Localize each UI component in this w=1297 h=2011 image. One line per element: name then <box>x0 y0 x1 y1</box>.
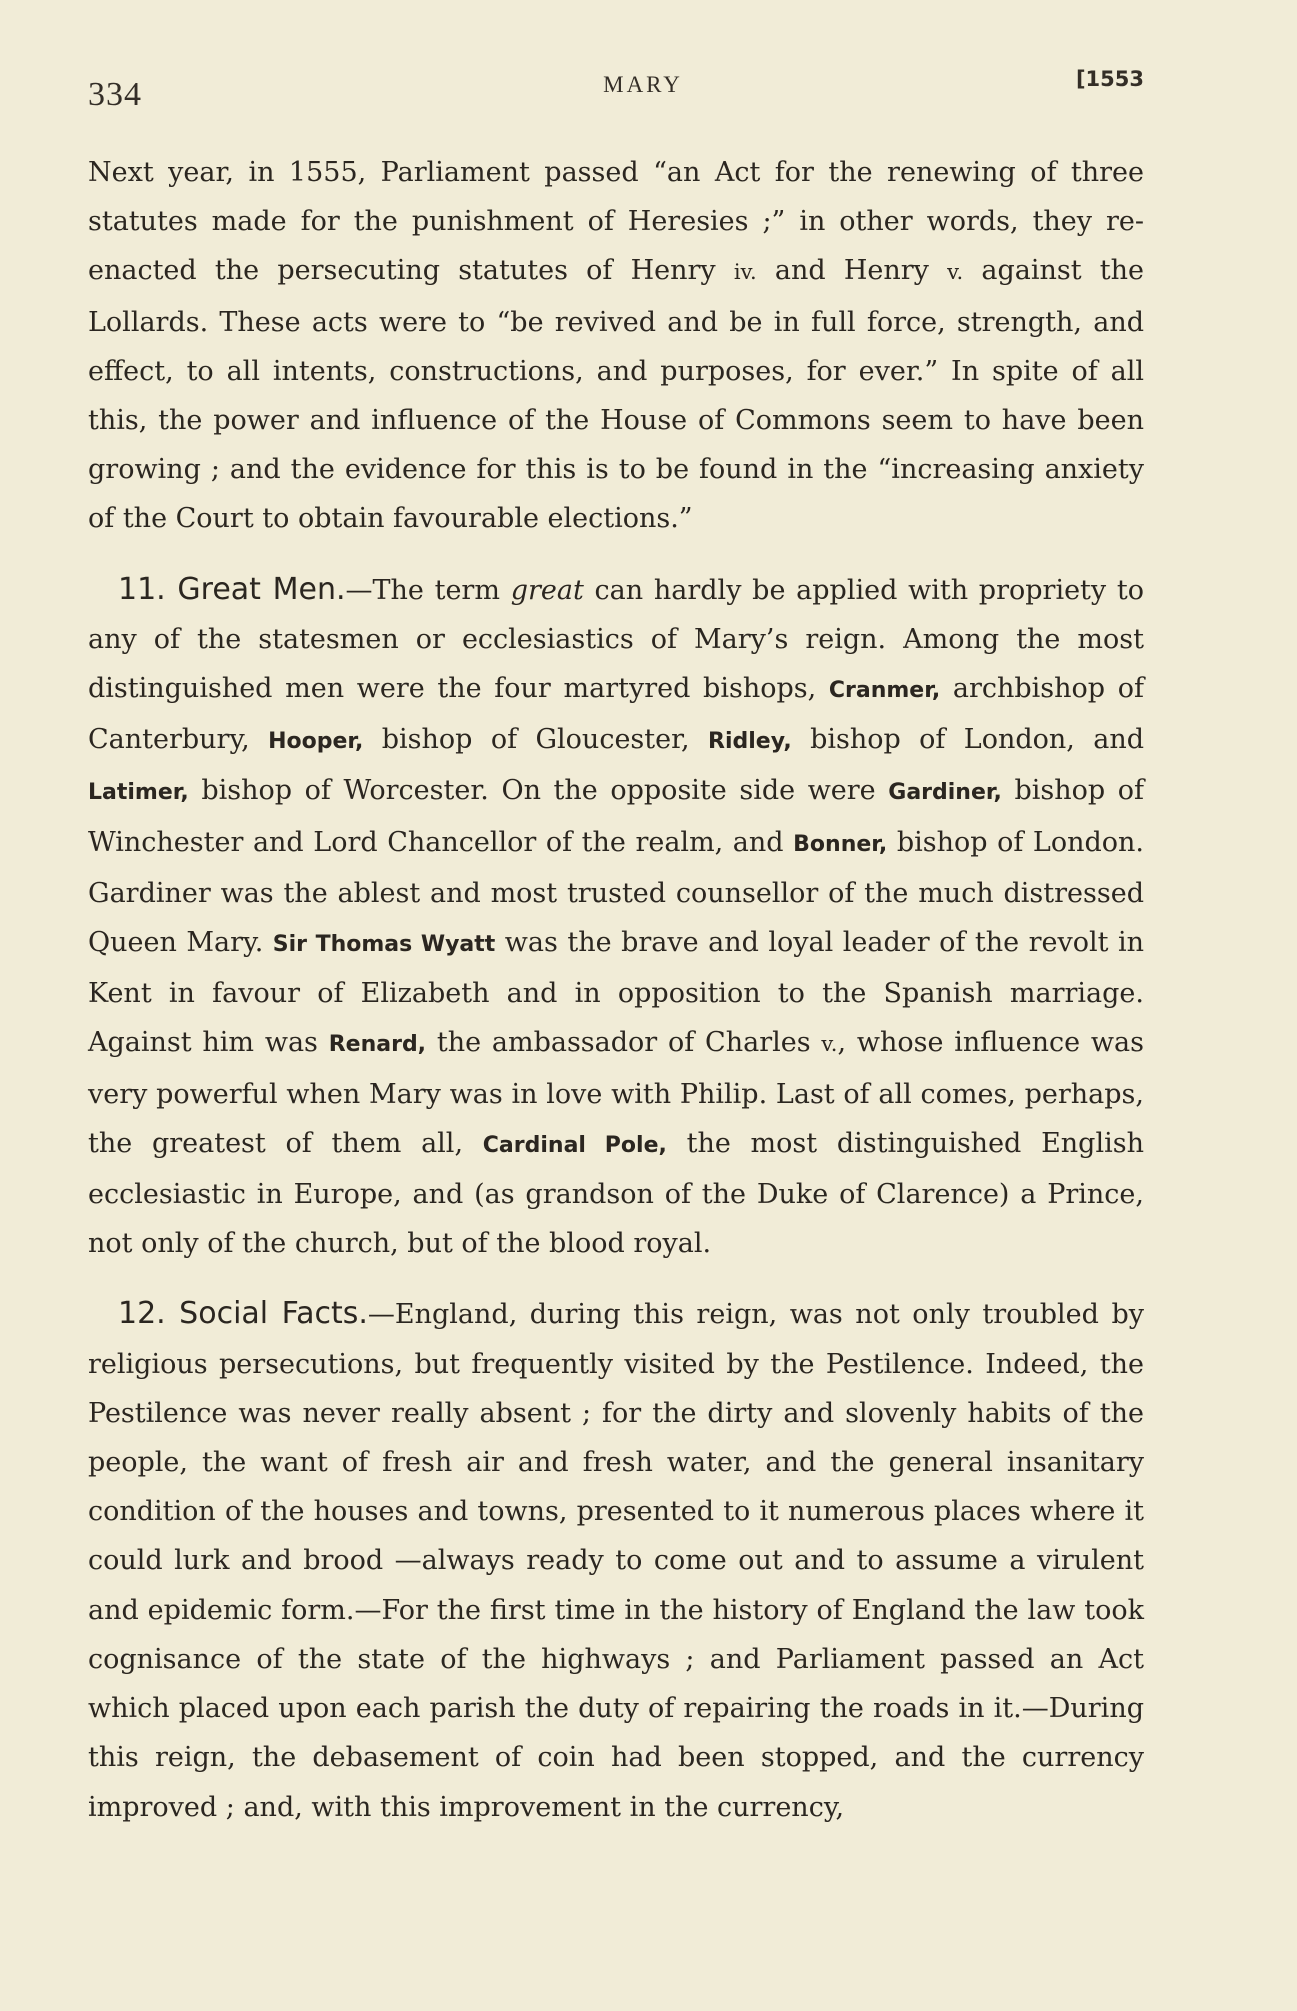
page-body <box>88 148 1144 1832</box>
person-name: Cardinal Pole, <box>482 1132 667 1158</box>
section-social-facts <box>88 1289 1144 1831</box>
roman-numeral: v. <box>821 1032 838 1057</box>
person-name: Cranmer, <box>828 678 941 704</box>
text-run: the ambassador of Charles <box>426 1027 822 1059</box>
page-number: 334 <box>88 76 142 113</box>
text-run: was the brave and loyal leader of the revolt in Kent in favour of Elizabeth and in opposition to the Spanish marriage. Against him was <box>88 927 1145 1059</box>
person-name: Ridley, <box>708 729 792 755</box>
text-run: archbishop of Canterbury, <box>88 673 1144 756</box>
text-run: —The term <box>345 574 511 606</box>
text-run: bishop of London. Gardiner was the ablest and most trusted counsellor of the much distressed Queen Mary. <box>88 826 1144 959</box>
person-name: Sir Thomas Wyatt <box>272 932 496 958</box>
roman-numeral: v. <box>947 260 964 285</box>
roman-numeral: iv. <box>733 260 757 285</box>
section-heading: 12. Social Facts. <box>118 1296 368 1332</box>
text-run: Next year, in 1555, Parliament passed “an Act for the renewing of three statutes made for the punishment of Heresies ;” in other words, they re-enacted the persecuting statutes of Henry <box>88 157 1144 287</box>
person-name: Gardiner, <box>888 780 1002 806</box>
section-heading: 11. Great Men. <box>118 571 346 607</box>
opening-paragraph <box>88 148 1144 544</box>
page-header <box>88 64 1144 124</box>
text-run: —England, during this reign, was not only troubled by religious persecutions, but frequently visited by the Pestilence. Indeed, the Pestilence was never really absent ; for the dirty and slovenly habits of the people, the want of fresh air and fresh water, and the general insanitary condition of the houses and towns, presented to it numerous places where it could lurk and brood —always ready to come out and to assume a virulent and epidemic form.—For the first time in the history of England the law took cognisance of the state of the highways ; and Parliament passed an Act which placed upon each parish the duty of repairing the roads in it.—During this reign, the debasement of coin had been stopped, and the currency improved ; and, with this improvement in the currency, <box>88 1299 1144 1823</box>
year-marker: [1553 <box>1075 67 1144 91</box>
person-name: Hooper, <box>268 729 364 755</box>
text-run: , whose influence was very powerful when Mary was in love with Philip. Last of all comes, perhaps, the greatest of them all, <box>88 1027 1144 1159</box>
person-name: Bonner, <box>793 831 888 857</box>
person-name: Renard, <box>328 1032 427 1058</box>
person-name: Latimer, <box>88 780 189 806</box>
text-run: bishop of Winchester and Lord Chancellor of the realm, and <box>88 775 1145 858</box>
text-run: bishop of Gloucester, <box>363 724 709 756</box>
running-title: MARY <box>603 72 683 97</box>
text-run: against the Lollards. These acts were to “be revived and be in full force, strength, and effect, to all intents, constructions, and purposes, for ever.” In spite of all this, the power and influence of the House of Commons seem to have been growing ; and the evidence for this is to be found in the “increasing anxiety of the Court to obtain favourable elections.” <box>88 255 1145 535</box>
section-great-men <box>88 565 1144 1269</box>
text-run: can hardly be applied with propriety to any of the statesmen or ecclesiastics of Mary’s reign. Among the most distinguished men were the four martyred bishops, <box>88 574 1145 705</box>
emphasis: great <box>510 574 584 606</box>
text-run: and Henry <box>756 255 948 287</box>
text-run: bishop of Worcester. On the opposite side were <box>188 775 889 807</box>
text-run: the most distinguished English ecclesiastic in Europe, and (as grandson of the Duke of Clarence) a Prince, not only of the church, but of the blood royal. <box>88 1127 1144 1260</box>
text-run: bishop of London, and <box>791 724 1145 756</box>
